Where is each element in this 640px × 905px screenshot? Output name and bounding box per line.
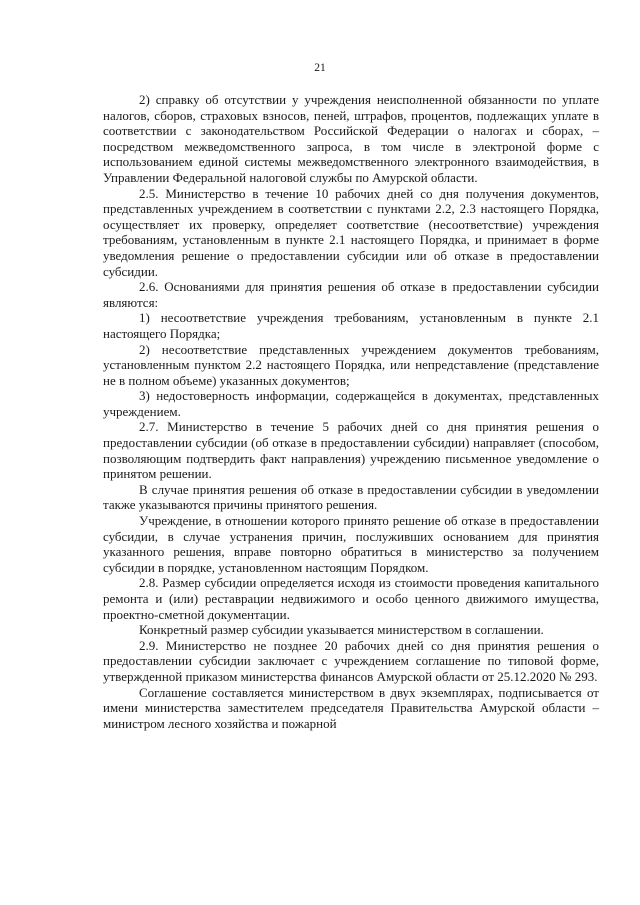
paragraph-2-6-item-3: 3) недостоверность информации, содержащейся в документах, представленных учреждением.	[103, 388, 599, 419]
paragraph-tax-certificate: 2) справку об отсутствии у учреждения неисполненной обязанности по уплате налогов, сборов, страховых взносов, пеней, штрафов, процентов, подлежащих уплате в соответствии с законодательством Российской Федерации о налогах и сборах, – посредством межведомственного запроса, в том числе в электроной форме с использованием единой системы межведомственного электронного взаимодействия, в Управлении Федеральной налоговой службы по Амурской области.	[103, 92, 599, 185]
paragraph-2-6-item-1: 1) несоответствие учреждения требованиям, установленным в пункте 2.1 настоящего Порядка;	[103, 310, 599, 341]
document-body	[103, 92, 599, 731]
paragraph-subsidy-amount: Конкретный размер субсидии указывается министерством в соглашении.	[139, 622, 544, 638]
paragraph-2-7: 2.7. Министерство в течение 5 рабочих дней со дня принятия решения о предоставлении субсидии (об отказе в предоставлении субсидии) направляет (способом, позволяющим подтвердить факт направления) учреждению письменное уведомление о принятом решении.	[103, 419, 599, 482]
paragraph-refusal-reasons: В случае принятия решения об отказе в предоставлении субсидии в уведомлении также указываются причины принятого решения.	[103, 481, 599, 513]
paragraph-2-6: 2.6. Основаниями для принятия решения об отказе в предоставлении субсидии являются:	[103, 279, 599, 310]
paragraph-2-9: 2.9. Министерство не позднее 20 рабочих дней со дня принятия решения о предоставлении субсидии заключает с учреждением соглашение по типовой форме, утвержденной приказом министерства финансов Амурской области от 25.12.2020 № 293.	[103, 637, 599, 684]
page-number: 21	[314, 62, 326, 74]
paragraph-agreement: Соглашение составляется министерством в двух экземплярах, подписывается от имени министерства заместителем председателя Правительства Амурской области – министром лесного хозяйства и пожарной	[103, 684, 599, 731]
paragraph-2-6-item-2: 2) несоответствие представленных учреждением документов требованиям, установленным пунктом 2.2 настоящего Порядка, или непредставление (представление не в полном объеме) указанных документов;	[103, 341, 599, 388]
paragraph-2-8: 2.8. Размер субсидии определяется исходя из стоимости проведения капитального ремонта и (или) реставрации недвижимого и особо ценного движимого имущества, проектно-сметной документации.	[103, 575, 599, 622]
paragraph-2-5: 2.5. Министерство в течение 10 рабочих дней со дня получения документов, представленных учреждением в соответствии с пунктами 2.2, 2.3 настоящего Порядка, осуществляет их проверку, определяет соответствие (несоответствие) учреждения требованиям, установленным в пункте 2.1 настоящего Порядка, и принимает в форме уведомления решение о предоставлении субсидии или об отказе в предоставлении субсидии.	[103, 185, 599, 279]
paragraph-reapplication: Учреждение, в отношении которого принято решение об отказе в предоставлении субсидии, в случае устранения причин, послуживших основанием для принятия указанного решения, вправе повторно обратиться в министерство за получением субсидии в порядке, установленном настоящим Порядком.	[103, 513, 599, 575]
